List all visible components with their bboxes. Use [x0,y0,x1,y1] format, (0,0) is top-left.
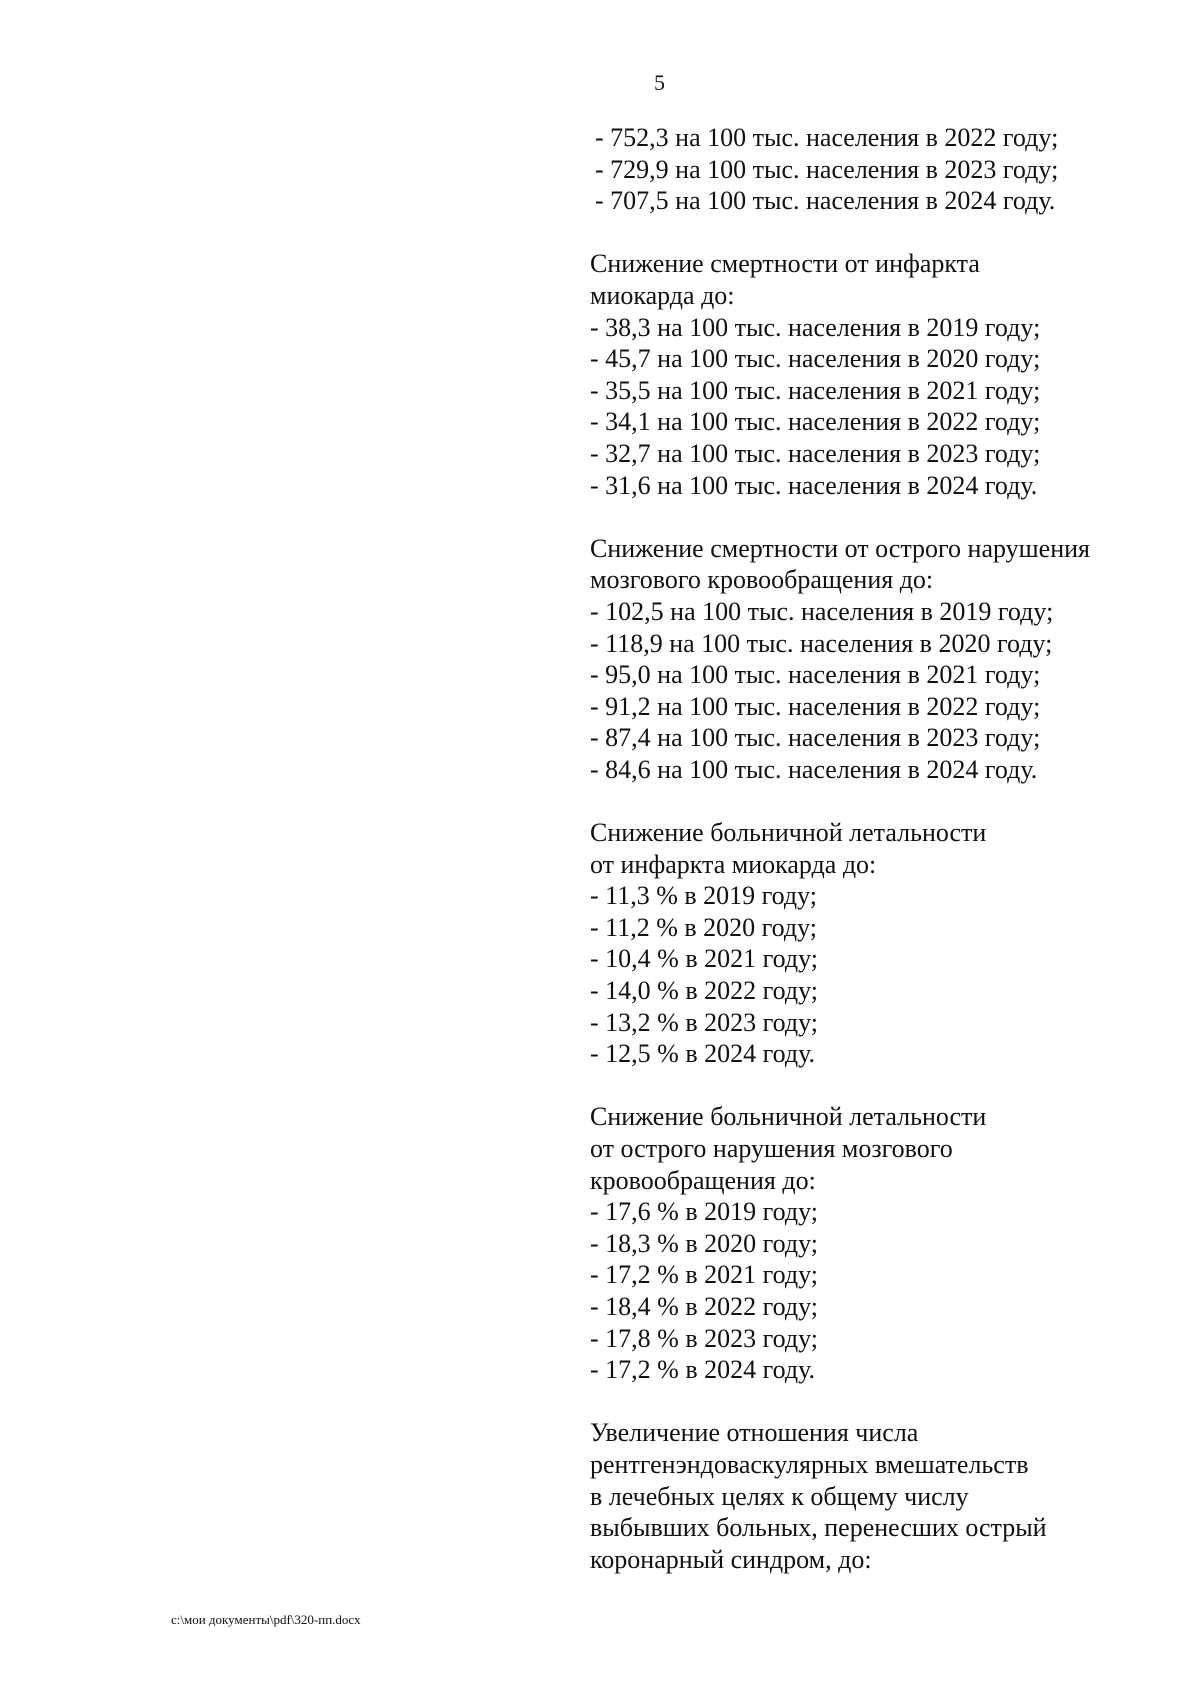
list-item: - 118,9 на 100 тыс. населения в 2020 году; [590,628,1053,658]
paragraph-gap [590,785,1150,817]
list-item: - 14,0 % в 2022 году; [590,976,818,1006]
paragraph-gap [590,1070,1150,1102]
list-item: - 13,2 % в 2023 году; [590,1007,818,1037]
list-item: - 95,0 на 100 тыс. населения в 2021 году; [590,660,1041,690]
list-item: - 17,2 % в 2024 году. [590,1355,815,1385]
section-heading: Снижение больничной летальности [590,1102,987,1132]
list-item: - 35,5 на 100 тыс. населения в 2021 году; [590,375,1041,405]
list-item: - 707,5 на 100 тыс. населения в 2024 году. [595,186,1056,216]
section-heading: кровообращения до: [590,1165,816,1195]
section-heading: от инфаркта миокарда до: [590,849,877,879]
section-stroke-lethality [590,1101,1150,1385]
list-item: - 84,6 на 100 тыс. населения в 2024 году. [590,754,1038,784]
section-endovascular-ratio [590,1417,1150,1575]
footer-file-path: c:\мои документы\pdf\320-пп.docx [171,1612,361,1627]
section-heading: Снижение смертности от инфаркта [590,249,980,279]
document-body [590,122,1150,1575]
list-item: - 11,3 % в 2019 году; [590,881,818,911]
section-heading: мозгового кровообращения до: [590,565,934,595]
section-heading: миокарда до: [590,280,735,310]
paragraph-gap [590,1386,1150,1418]
section-heading: коронарный синдром, до: [590,1544,872,1574]
list-item: - 729,9 на 100 тыс. населения в 2023 году; [595,154,1059,184]
section-heading: рентгенэндоваскулярных вмешательств [590,1449,1029,1479]
list-item: - 38,3 на 100 тыс. населения в 2019 году; [590,312,1041,342]
section-heading: выбывших больных, перенесших острый [590,1513,1047,1543]
list-item: - 102,5 на 100 тыс. населения в 2019 году; [590,596,1054,626]
section-heading: в лечебных целях к общему числу [590,1481,969,1511]
list-item: - 11,2 % в 2020 году; [590,912,818,942]
section-heading: от острого нарушения мозгового [590,1134,953,1163]
list-item: - 752,3 на 100 тыс. населения в 2022 году; [595,123,1059,152]
list-item: - 31,6 на 100 тыс. населения в 2024 году. [590,470,1038,500]
section-stroke-mortality [590,533,1150,786]
paragraph-gap [590,501,1150,533]
page-number: 5 [654,70,665,95]
list-item: - 18,4 % в 2022 году; [590,1291,818,1321]
section-heading: Увеличение отношения числа [590,1418,919,1448]
list-item: - 17,8 % в 2023 году; [590,1323,818,1353]
list-item: - 10,4 % в 2021 году; [590,944,818,974]
list-item: - 17,6 % в 2019 году; [590,1197,818,1227]
list-item: - 18,3 % в 2020 году; [590,1228,818,1258]
section-heading: Снижение смертности от острого нарушения [590,533,1090,563]
list-item: - 91,2 на 100 тыс. населения в 2022 году; [590,691,1041,721]
list-item: - 32,7 на 100 тыс. населения в 2023 году; [590,438,1041,468]
list-item: - 45,7 на 100 тыс. населения в 2020 году; [590,344,1041,374]
list-item: - 87,4 на 100 тыс. населения в 2023 году; [590,723,1041,753]
section-mi-lethality [590,817,1150,1070]
section-mi-mortality [590,248,1150,501]
list-item: - 12,5 % в 2024 году. [590,1039,815,1069]
list-item: - 34,1 на 100 тыс. населения в 2022 году; [590,407,1041,437]
list-item: - 17,2 % в 2021 году; [590,1260,818,1290]
paragraph-gap [590,217,1150,249]
section-heading: Снижение больничной летальности [590,818,987,848]
